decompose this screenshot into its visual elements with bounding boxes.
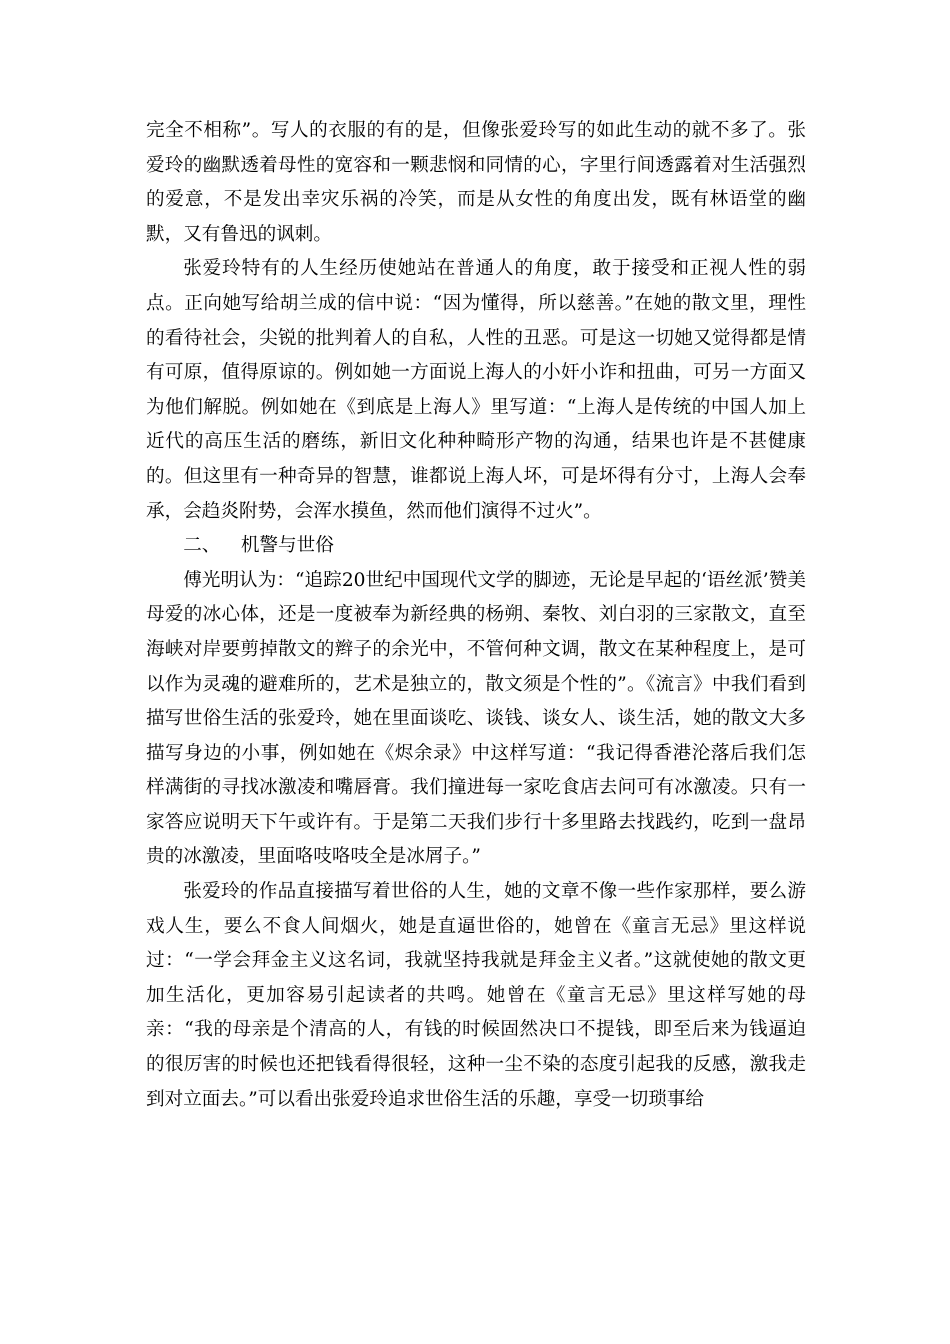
paragraph-continued: 完全不相称”。写人的衣服的有的是，但像张爱玲写的如此生动的就不多了。张爱玲的幽默透着母性的宽容和一颗悲悯和同情的心，字里行间透露着对生活强烈的爱意，不是发出幸灾乐祸的冷笑，而是从女性的角度出发，既有林语堂的幽默，又有鲁迅的讽刺。: [146, 120, 806, 245]
paragraph-humanity: 张爱玲特有的人生经历使她站在普通人的角度，敢于接受和正视人性的弱点。正向她写给胡兰成的信中说：“因为懂得，所以慈善。”在她的散文里，理性的看待社会，尖锐的批判着人的自私，人性的丑恶。可是这一切她又觉得都是情有可原，值得原谅的。例如她一方面说上海人的小奸小诈和扭曲，可另一方面又为他们解脱。例如她在《到底是上海人》里写道：“上海人是传统的中国人加上近代的高压生活的磨练，新旧文化种种畸形产物的沟通，结果也许是不甚健康的。但这里有一种奇异的智慧，谁都说上海人坏，可是坏得有分寸，上海人会奉承，会趋炎附势，会浑水摸鱼，然而他们演得不过火”。: [146, 258, 806, 522]
section-title: 机警与世俗: [240, 535, 334, 557]
paragraph-worldly-life: 张爱玲的作品直接描写着世俗的人生，她的文章不像一些作家那样，要么游戏人生，要么不食人间烟火，她是直逼世俗的，她曾在《童言无忌》里这样说过：“一学会拜金主义这名词，我就坚持我就是拜金主义者。”这就使她的散文更加生活化，更加容易引起读者的共鸣。她曾在《童言无忌》里这样写她的母亲：“我的母亲是个清高的人，有钱的时候固然决口不提钱，即至后来为钱逼迫的很厉害的时候也还把钱看得很轻，这种一尘不染的态度引起我的反感，激我走到对立面去。”可以看出张爱玲追求世俗生活的乐趣，享受一切琐事给: [146, 881, 806, 1110]
section-number: 二、: [183, 535, 221, 557]
paragraph-fu-guangming: 傅光明认为：“追踪20世纪中国现代文学的脚迹，无论是早起的‘语丝派’赞美母爱的冰心体，还是一度被奉为新经典的杨朔、秦牧、刘白羽的三家散文，直至海峡对岸要剪掉散文的辫子的余光中，不管何种文调，散文在某种程度上，是可以作为灵魂的避难所的，艺术是独立的，散文须是个性的”。《流言》中我们看到描写世俗生活的张爱玲，她在里面谈吃、谈钱、谈女人、谈生活，她的散文大多描写身边的小事，例如她在《烬余录》中这样写道：“我记得香港沦落后我们怎样满街的寻找冰激凌和嘴唇膏。我们撞进每一家吃食店去问可有冰激凌。只有一家答应说明天下午或许有。于是第二天我们步行十多里路去找践约，吃到一盘昂贵的冰激凌，里面咯吱咯吱全是冰屑子。”: [146, 569, 806, 868]
section-heading: [146, 529, 806, 564]
document-page: [146, 114, 806, 1117]
